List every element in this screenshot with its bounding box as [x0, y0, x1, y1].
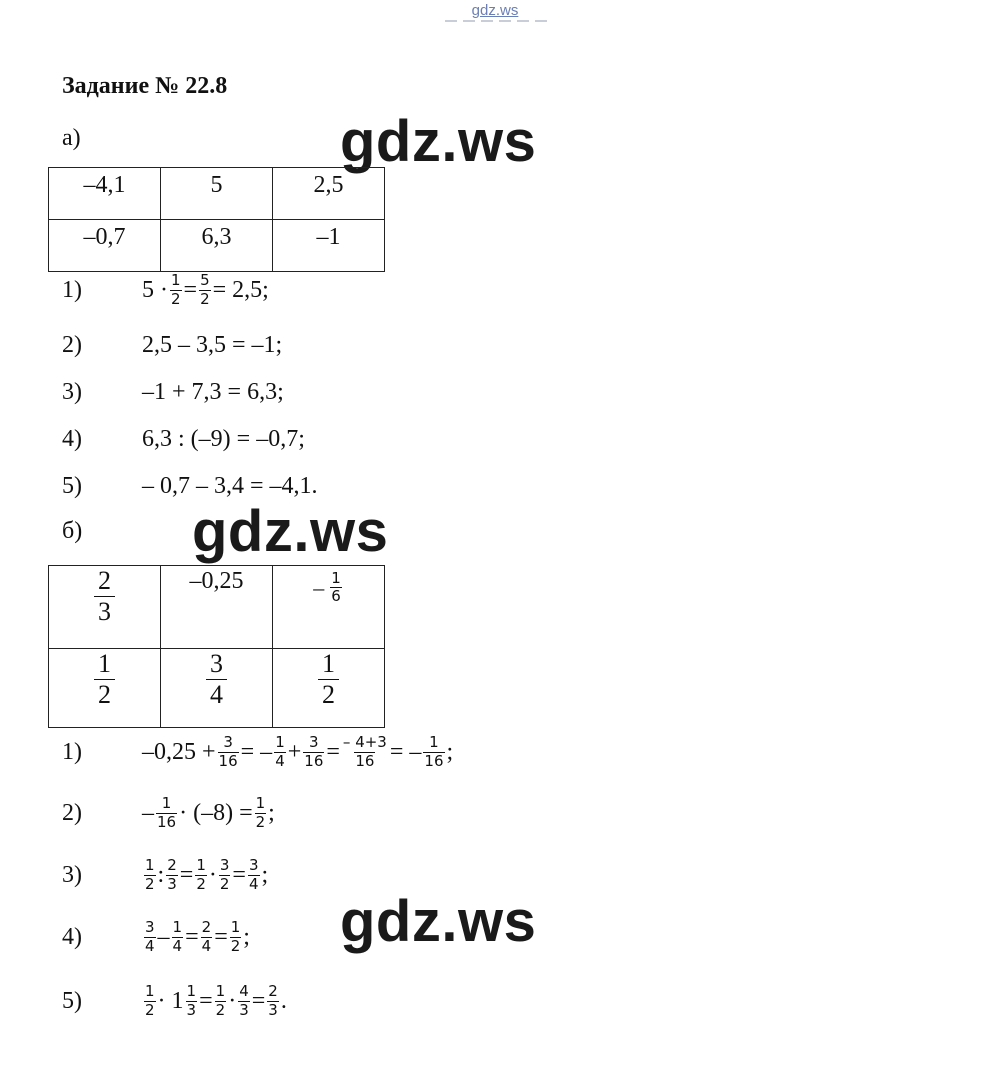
expr-text: ; — [261, 861, 269, 888]
fraction: $\frac{2}{3}$ — [268, 982, 278, 1019]
step-index: 4) — [62, 425, 82, 452]
expr-text: ; — [268, 799, 275, 826]
expr-text: + — [287, 738, 302, 765]
step-index: 2) — [62, 799, 82, 826]
fraction: $\frac{2}{3}$ — [167, 856, 177, 893]
expr-text: . — [280, 987, 287, 1014]
part-b-label: б) — [62, 518, 83, 544]
expr-text: = — [232, 861, 246, 888]
step-index: 5) — [62, 472, 82, 499]
task-title: Задание № 22.8 — [62, 73, 228, 99]
step-a-3 — [62, 372, 284, 412]
step-a-4 — [62, 419, 305, 459]
step-b-2 — [62, 790, 275, 836]
table-b — [48, 565, 385, 728]
fraction: $\frac{3}{2}$ — [219, 856, 230, 893]
fraction: $\frac{3}{16}$ — [304, 733, 324, 770]
minus-sign: – — [313, 574, 325, 600]
step-index: 5) — [62, 987, 82, 1014]
expr-text: – — [142, 799, 154, 826]
expr-text: = — [183, 276, 198, 303]
expr-text: : — [157, 861, 165, 888]
fraction: $\frac{5}{2}$ — [200, 271, 210, 308]
table-cell — [49, 566, 161, 649]
fraction: $\frac{3}{4}$ — [206, 649, 227, 710]
expr-text: –1 + 7,3 = 6,3; — [142, 378, 284, 405]
expr-text: – 0,7 – 3,4 = –4,1. — [142, 472, 318, 499]
site-underline-decoration — [445, 20, 550, 22]
fraction: $\frac{1}{16}$ — [424, 733, 444, 770]
expr-text: · — [228, 987, 237, 1014]
fraction: $\frac{2}{4}$ — [201, 918, 212, 955]
step-index: 1) — [62, 738, 82, 765]
expr-text: = – — [240, 738, 273, 765]
table-cell: –0,7 — [49, 220, 161, 272]
fraction: $\frac{1}{4}$ — [275, 733, 285, 770]
step-index: 3) — [62, 378, 82, 405]
step-b-1 — [62, 729, 453, 775]
fraction: $\frac{1}{2}$ — [171, 271, 181, 308]
fraction: $\frac{1}{2}$ — [230, 918, 241, 955]
watermark: gdz.ws — [192, 499, 389, 564]
step-index: 2) — [62, 331, 82, 358]
step-index: 3) — [62, 861, 82, 888]
expr-text: = 2,5; — [212, 276, 269, 303]
table-cell — [161, 649, 273, 728]
expr-text: ; — [243, 923, 250, 950]
table-cell — [273, 649, 385, 728]
expr-text: = — [251, 987, 266, 1014]
expr-text: 6,3 : (–9) = –0,7; — [142, 425, 305, 452]
fraction: $\frac{2}{3}$ — [94, 566, 115, 627]
table-cell: 2,5 — [273, 168, 385, 220]
step-b-3 — [62, 852, 268, 898]
table-row — [49, 220, 385, 272]
table-cell: 5 — [161, 168, 273, 220]
step-index: 4) — [62, 923, 82, 950]
step-index: 1) — [62, 276, 82, 303]
site-link[interactable]: gdz.ws — [471, 2, 519, 19]
expr-text: = — [179, 861, 194, 888]
fraction: $\frac{1}{2}$ — [94, 649, 115, 710]
step-a-2 — [62, 325, 282, 365]
table-a — [48, 167, 385, 272]
table-cell: –1 — [273, 220, 385, 272]
fraction: $\frac{3}{4}$ — [145, 918, 155, 955]
expr-text: = — [214, 923, 228, 950]
expr-text: · 1 — [157, 987, 184, 1014]
table-cell: 6,3 — [161, 220, 273, 272]
table-cell — [49, 649, 161, 728]
step-b-4 — [62, 914, 250, 960]
expr-text: – — [157, 923, 170, 950]
fraction: $\frac{1}{16}$ — [157, 794, 177, 831]
fraction: $\frac{1}{2}$ — [215, 982, 226, 1019]
fraction: $\frac{1}{2}$ — [145, 982, 155, 1019]
watermark: gdz.ws — [340, 889, 537, 954]
table-cell — [273, 566, 385, 649]
fraction: $\frac{3}{16}$ — [218, 733, 238, 770]
expr-text: ; — [446, 738, 454, 765]
fraction: $\frac{4}{3}$ — [239, 982, 249, 1019]
expr-text: –0,25 + — [142, 738, 216, 765]
table-cell: –4,1 — [49, 168, 161, 220]
part-a-label: а) — [62, 125, 81, 151]
fraction: $\frac{1}{4}$ — [172, 918, 183, 955]
table-row — [49, 566, 385, 649]
fraction: $\frac{1}{2}$ — [255, 794, 266, 831]
table-row — [49, 649, 385, 728]
expr-text: = – — [389, 738, 422, 765]
fraction: $\frac{1}{2}$ — [196, 856, 206, 893]
table-cell: –0,25 — [161, 566, 273, 649]
expr-text: = — [199, 987, 213, 1014]
expr-text: = — [185, 923, 199, 950]
step-b-5 — [62, 978, 287, 1024]
expr-text: · — [208, 861, 217, 888]
expr-text: 2,5 – 3,5 = –1; — [142, 331, 283, 358]
fraction: $\frac{1}{6}$ — [331, 569, 341, 606]
watermark: gdz.ws — [340, 109, 537, 174]
step-a-1 — [62, 270, 269, 310]
fraction: $\frac{1}{2}$ — [318, 649, 339, 710]
fraction: $\frac{1}{2}$ — [145, 856, 155, 893]
table-row — [49, 168, 385, 220]
expr-text: = — [326, 738, 340, 765]
expr-text: 5 · — [142, 276, 168, 303]
fraction: $\frac{3}{4}$ — [248, 856, 259, 893]
expr-text: · (–8) = — [179, 799, 253, 826]
fraction: $\frac{1}{3}$ — [186, 982, 197, 1019]
fraction: $\frac{- 4+3}{16}$ — [342, 733, 387, 770]
